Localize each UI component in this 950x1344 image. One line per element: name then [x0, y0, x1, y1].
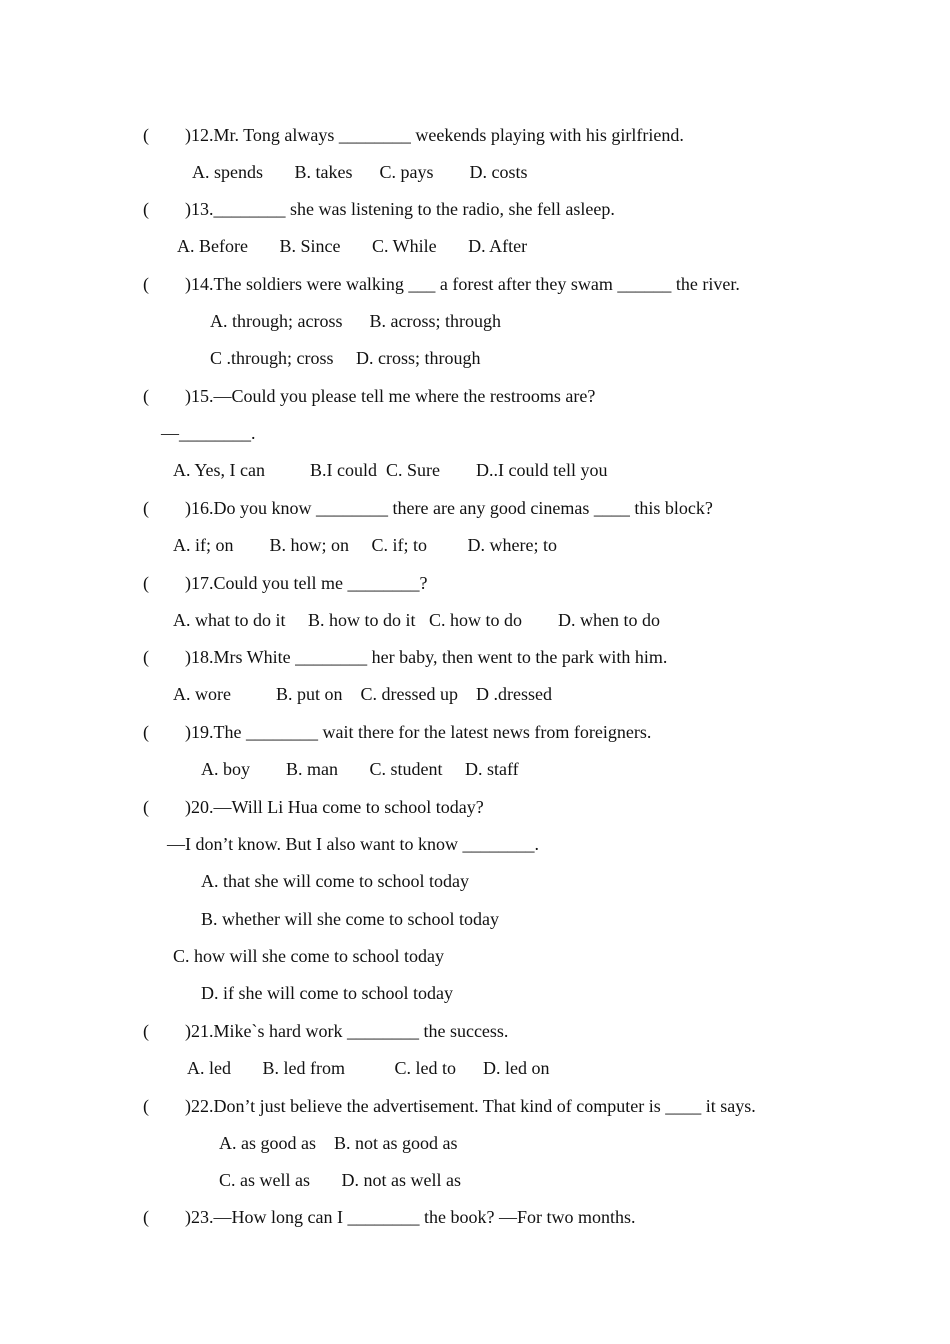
question-19: ( )19.The ________ wait there for the latest news from foreigners. — [143, 722, 652, 742]
question-22-options-cd: C. as well as D. not as well as — [219, 1170, 461, 1190]
question-19-options: A. boy B. man C. student D. staff — [201, 759, 519, 779]
question-18-options: A. wore B. put on C. dressed up D .dressed — [173, 684, 552, 704]
question-22-options-ab: A. as good as B. not as good as — [219, 1133, 458, 1153]
question-21: ( )21.Mike`s hard work ________ the success. — [143, 1021, 509, 1041]
question-20-reply: —I don’t know. But I also want to know ________. — [167, 834, 539, 854]
question-22: ( )22.Don’t just believe the advertisement. That kind of computer is ____ it says. — [143, 1096, 756, 1116]
question-17: ( )17.Could you tell me ________? — [143, 573, 428, 593]
question-16-options: A. if; on B. how; on C. if; to D. where; to — [173, 535, 557, 555]
question-13-options: A. Before B. Since C. While D. After — [177, 236, 528, 256]
question-14-options-ab: A. through; across B. across; through — [210, 311, 501, 331]
question-15-reply: —________. — [161, 423, 256, 443]
question-20-option-a: A. that she will come to school today — [201, 871, 469, 891]
question-18: ( )18.Mrs White ________ her baby, then went to the park with him. — [143, 647, 668, 667]
question-20-option-c: C. how will she come to school today — [173, 946, 444, 966]
question-23: ( )23.—How long can I ________ the book? —For two months. — [143, 1207, 636, 1227]
question-12-options: A. spends B. takes C. pays D. costs — [192, 162, 528, 182]
question-15-options: A. Yes, I can B.I could C. Sure D..I could tell you — [173, 460, 608, 480]
question-16: ( )16.Do you know ________ there are any good cinemas ____ this block? — [143, 498, 713, 518]
question-12: ( )12.Mr. Tong always ________ weekends playing with his girlfriend. — [143, 125, 684, 145]
question-14-options-cd: C .through; cross D. cross; through — [210, 348, 481, 368]
question-13: ( )13.________ she was listening to the radio, she fell asleep. — [143, 199, 615, 219]
question-15: ( )15.—Could you please tell me where the restrooms are? — [143, 386, 596, 406]
question-20-option-d: D. if she will come to school today — [201, 983, 453, 1003]
question-20-option-b: B. whether will she come to school today — [201, 909, 499, 929]
question-14: ( )14.The soldiers were walking ___ a forest after they swam ______ the river. — [143, 274, 740, 294]
question-20: ( )20.—Will Li Hua come to school today? — [143, 797, 484, 817]
question-17-options: A. what to do it B. how to do it C. how to do D. when to do — [173, 610, 660, 630]
question-21-options: A. led B. led from C. led to D. led on — [187, 1058, 550, 1078]
